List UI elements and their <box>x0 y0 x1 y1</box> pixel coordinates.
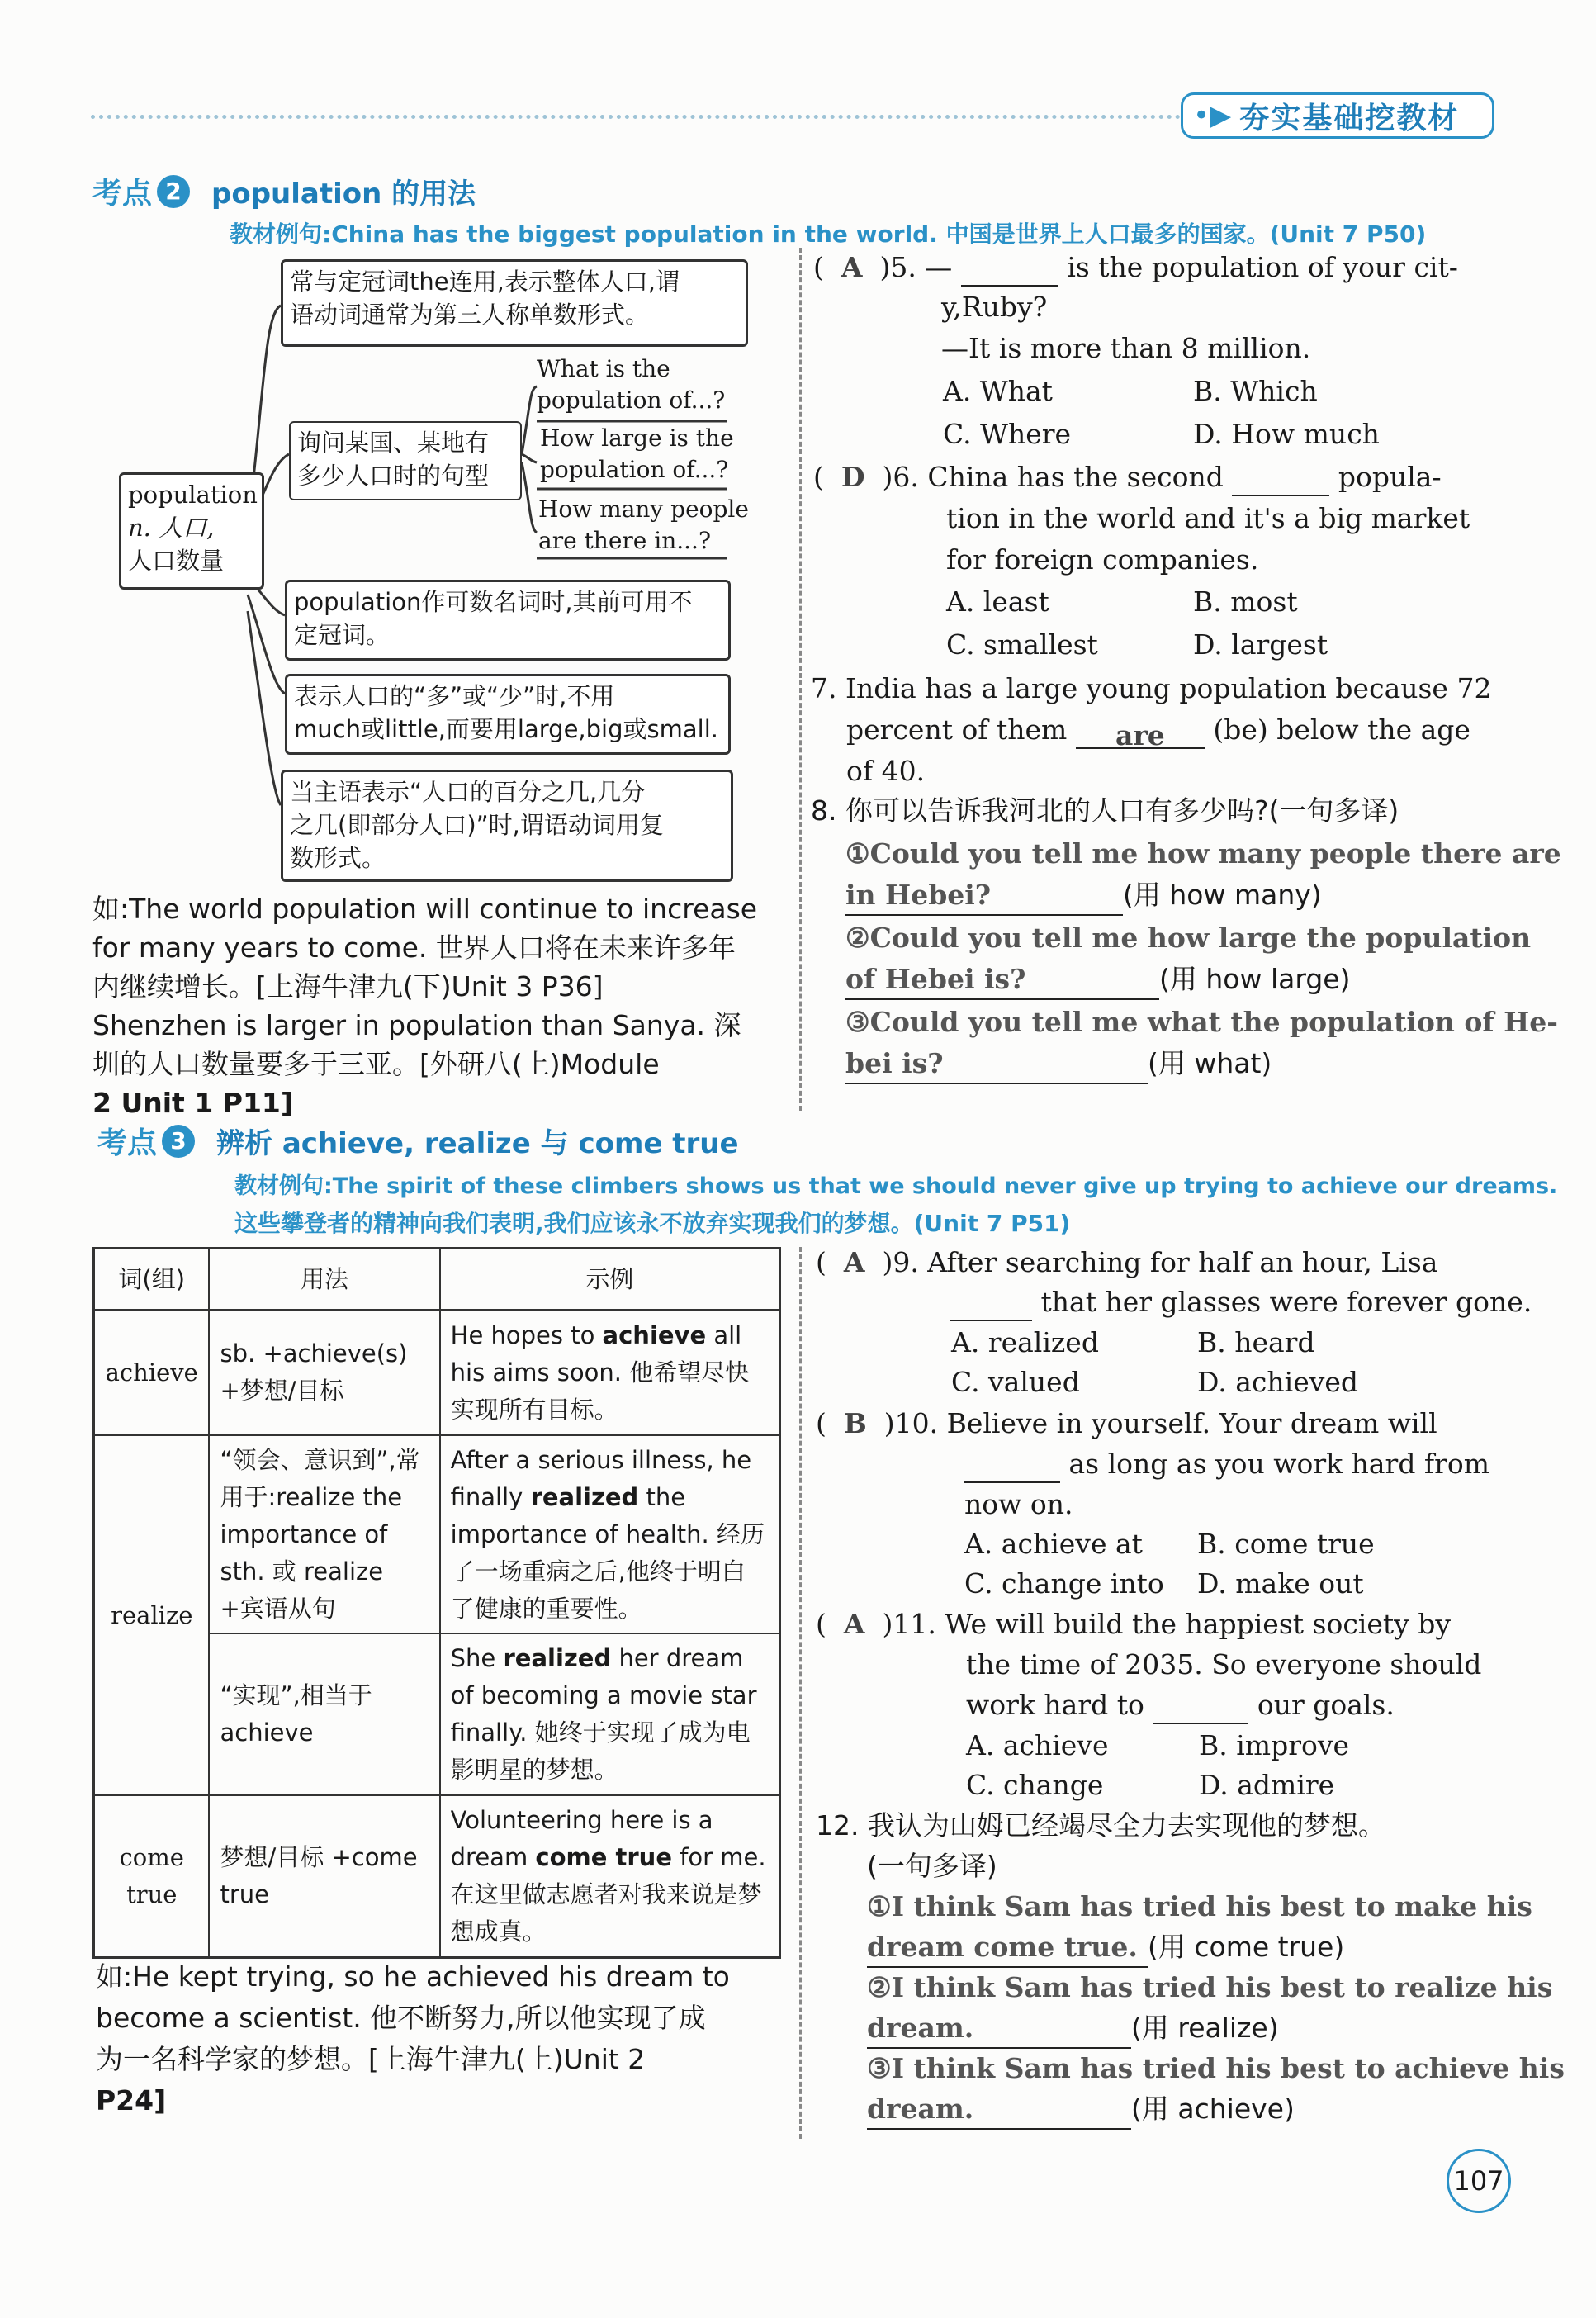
q5-line-3: —It is more than 8 million. <box>941 332 1311 364</box>
table-row: realize “领会、意识到”,常用于:realize the importance of sth. 或 realize +宾语从句 After a serious illness, he finally realized the importance of health. 经历了一场重病之后,他终于明白了健康的重要性。 <box>94 1435 780 1633</box>
q11-line-2: the time of 2035. So everyone should <box>966 1648 1482 1680</box>
mindmap-branch-1: 常与定冠词the连用,表示整体人口,谓 语动词通常为第三人称单数形式。 <box>281 259 748 347</box>
mindmap-center: population n. 人口, 人口数量 <box>119 472 264 590</box>
q5-option-a[interactable]: A. What <box>943 375 1053 407</box>
kd3-heading: 考点 3 辨析 achieve, realize 与 come true <box>97 1120 739 1162</box>
q11: ( A )11. We will build the happiest society by <box>816 1608 1452 1640</box>
q5-option-c[interactable]: C. Where <box>943 418 1072 450</box>
q12-prompt: 12. 我认为山姆已经竭尽全力去实现他的梦想。 <box>816 1809 1385 1842</box>
kd3-number-badge: 3 <box>162 1125 195 1158</box>
column-divider-bottom <box>799 1247 802 2139</box>
page-number: 107 <box>1447 2149 1511 2213</box>
q9-blank[interactable] <box>950 1288 1032 1321</box>
q7-line-1: 7. India has a large young population because 72 <box>811 672 1492 704</box>
kd3-example-2: 这些攀登者的精神向我们表明,我们应该永不放弃实现我们的梦想。(Unit 7 P51) <box>234 1210 1071 1237</box>
q11-option-a[interactable]: A. achieve <box>966 1729 1109 1761</box>
q9-option-c[interactable]: C. valued <box>951 1366 1080 1398</box>
mindmap-question-2: How large is the population of...? <box>540 424 734 483</box>
q12-answer-2a: ②I think Sam has tried his best to realize his <box>867 1971 1553 2003</box>
q6-line-2: tion in the world and it's a big market <box>946 502 1470 534</box>
q5: ( A )5. — is the population of your cit- <box>813 248 1458 287</box>
q9-option-b[interactable]: B. heard <box>1197 1326 1315 1358</box>
q12-answer-3b: dream. (用 achieve) <box>867 2089 1295 2130</box>
q11-option-b[interactable]: B. improve <box>1199 1729 1350 1761</box>
q6-option-b[interactable]: B. most <box>1193 585 1298 618</box>
q12-prompt-2: (一句多译) <box>867 1850 997 1882</box>
q9-answer: A <box>843 1246 865 1278</box>
q9: ( A )9. After searching for half an hour, Lisa <box>816 1246 1438 1278</box>
kd3-note-4: P24] <box>96 2084 167 2117</box>
q8-answer-1b: in Hebei? (用 how many) <box>845 875 1322 916</box>
q8-prompt: 8. 你可以告诉我河北的人口有多少吗?(一句多译) <box>811 794 1399 827</box>
q10-line-2: as long as you work hard from <box>964 1444 1489 1483</box>
mindmap-branch-5: 当主语表示“人口的百分之几,几分 之几(即部分人口)”时,谓语动词用复 数形式。 <box>281 770 733 882</box>
q10-answer: B <box>843 1407 867 1439</box>
q6-option-a[interactable]: A. least <box>946 585 1049 618</box>
mindmap-question-1: What is the population of...? <box>537 355 726 414</box>
q7-line-3: of 40. <box>846 755 926 787</box>
usage-table <box>92 1247 781 1959</box>
q11-option-d[interactable]: D. admire <box>1199 1769 1335 1801</box>
mindmap-branch-2: 询问某国、某地有 多少人口时的句型 <box>289 421 522 500</box>
q5-line-2: y,Ruby? <box>941 291 1048 323</box>
q6-line-3: for foreign companies. <box>946 543 1259 576</box>
arrow-icon: •▶ <box>1193 99 1232 132</box>
q10: ( B )10. Believe in yourself. Your dream will <box>816 1407 1437 1439</box>
kd2-note-3: 内继续增长。[上海牛津九(下)Unit 3 P36] <box>92 970 604 1003</box>
q11-option-c[interactable]: C. change <box>966 1769 1104 1801</box>
q5-blank[interactable] <box>961 254 1058 287</box>
table-row: come true 梦想/目标 +come true Volunteering here is a dream come true for me. 在这里做志愿者对我来说是梦想成真。 <box>94 1795 780 1957</box>
q6-answer: D <box>841 461 865 493</box>
q10-option-b[interactable]: B. come true <box>1197 1528 1375 1560</box>
q12-answer-1b: dream come true. (用 come true) <box>867 1927 1344 1968</box>
mindmap-branch-4: 表示人口的“多”或“少”时,不用 much或little,而要用large,big或small. <box>285 674 731 755</box>
kd3-title: 辨析 achieve, realize 与 come true <box>216 1127 739 1160</box>
q10-blank[interactable] <box>964 1450 1060 1483</box>
kd2-note-6: 2 Unit 1 P11] <box>92 1087 293 1119</box>
q5-option-b[interactable]: B. Which <box>1193 375 1318 407</box>
table-row: achieve sb. +achieve(s) +梦想/目标 He hopes to achieve all his aims soon. 他希望尽快实现所有目标。 <box>94 1310 780 1435</box>
q10-option-a[interactable]: A. achieve at <box>964 1528 1143 1560</box>
q12-answer-1a: ①I think Sam has tried his best to make his <box>867 1890 1532 1922</box>
kd3-note-1: 如:He kept trying, so he achieved his dream to <box>96 1960 730 1993</box>
q8-answer-3a: ③Could you tell me what the population of He- <box>845 1006 1558 1038</box>
q10-option-d[interactable]: D. make out <box>1197 1567 1364 1600</box>
column-divider-top <box>799 248 802 1111</box>
q8-answer-2a: ②Could you tell me how large the population <box>845 922 1532 954</box>
q5-answer: A <box>841 251 863 283</box>
q6-option-d[interactable]: D. largest <box>1193 628 1328 661</box>
q9-option-d[interactable]: D. achieved <box>1197 1366 1359 1398</box>
kd2-example: 教材例句:China has the biggest population in the world. 中国是世界上人口最多的国家。(Unit 7 P50) <box>230 220 1427 248</box>
q10-option-c[interactable]: C. change into <box>964 1567 1164 1600</box>
q7-answer[interactable]: are <box>1076 716 1205 749</box>
q11-answer: A <box>843 1608 865 1640</box>
q6-blank[interactable] <box>1232 463 1329 496</box>
q12-answer-2b: dream. (用 realize) <box>867 2008 1279 2049</box>
kd2-note-2: for many years to come. 世界人口将在未来许多年 <box>92 931 736 964</box>
kd3-example-1: 教材例句:The spirit of these climbers shows us that we should never give up trying to achieve our dreams. <box>234 1173 1558 1199</box>
q8-answer-3b: bei is? (用 what) <box>845 1044 1272 1084</box>
mindmap-branch-3: population作可数名词时,其前可用不 定冠词。 <box>285 580 731 661</box>
q9-option-a[interactable]: A. realized <box>951 1326 1099 1358</box>
q7-line-2: percent of them are (be) below the age <box>846 713 1470 751</box>
q9-line-2: that her glasses were forever gone. <box>950 1282 1532 1321</box>
q11-blank[interactable] <box>1153 1691 1248 1724</box>
kd3-note-2: become a scientist. 他不断努力,所以他实现了成 <box>96 2002 706 2034</box>
q6-option-c[interactable]: C. smallest <box>946 628 1098 661</box>
kd2-heading: 考点 2 population 的用法 <box>92 170 476 212</box>
header-title: 夯实基础挖教材 <box>1239 101 1460 135</box>
kd3-note-3: 为一名科学家的梦想。[上海牛津九(上)Unit 2 <box>96 2043 646 2075</box>
q8-answer-1a: ①Could you tell me how many people there are <box>845 837 1561 870</box>
q6: ( D )6. China has the second popula- <box>813 457 1442 496</box>
q11-line-3: work hard to our goals. <box>966 1685 1395 1724</box>
q10-line-3: now on. <box>964 1488 1073 1520</box>
kd2-note-5: 圳的人口数量要多于三亚。[外研八(上)Module <box>92 1048 660 1080</box>
mindmap-question-3: How many people are there in...? <box>538 495 749 554</box>
kd2-note-1: 如:The world population will continue to increase <box>92 893 758 925</box>
q5-option-d[interactable]: D. How much <box>1193 418 1380 450</box>
q8-answer-2b: of Hebei is? (用 how large) <box>845 960 1350 1000</box>
kd2-title: population 的用法 <box>211 178 476 211</box>
q12-answer-3a: ③I think Sam has tried his best to achieve his <box>867 2052 1565 2084</box>
kd2-note-4: Shenzhen is larger in population than Sanya. 深 <box>92 1009 741 1041</box>
table-row: “实现”,相当于 achieve She realized her dream of becoming a movie star finally. 她终于实现了成为电影明星的梦想。 <box>94 1633 780 1795</box>
kd2-number-badge: 2 <box>157 175 190 208</box>
table-header-row: 词(组) 用法 示例 <box>94 1249 780 1311</box>
